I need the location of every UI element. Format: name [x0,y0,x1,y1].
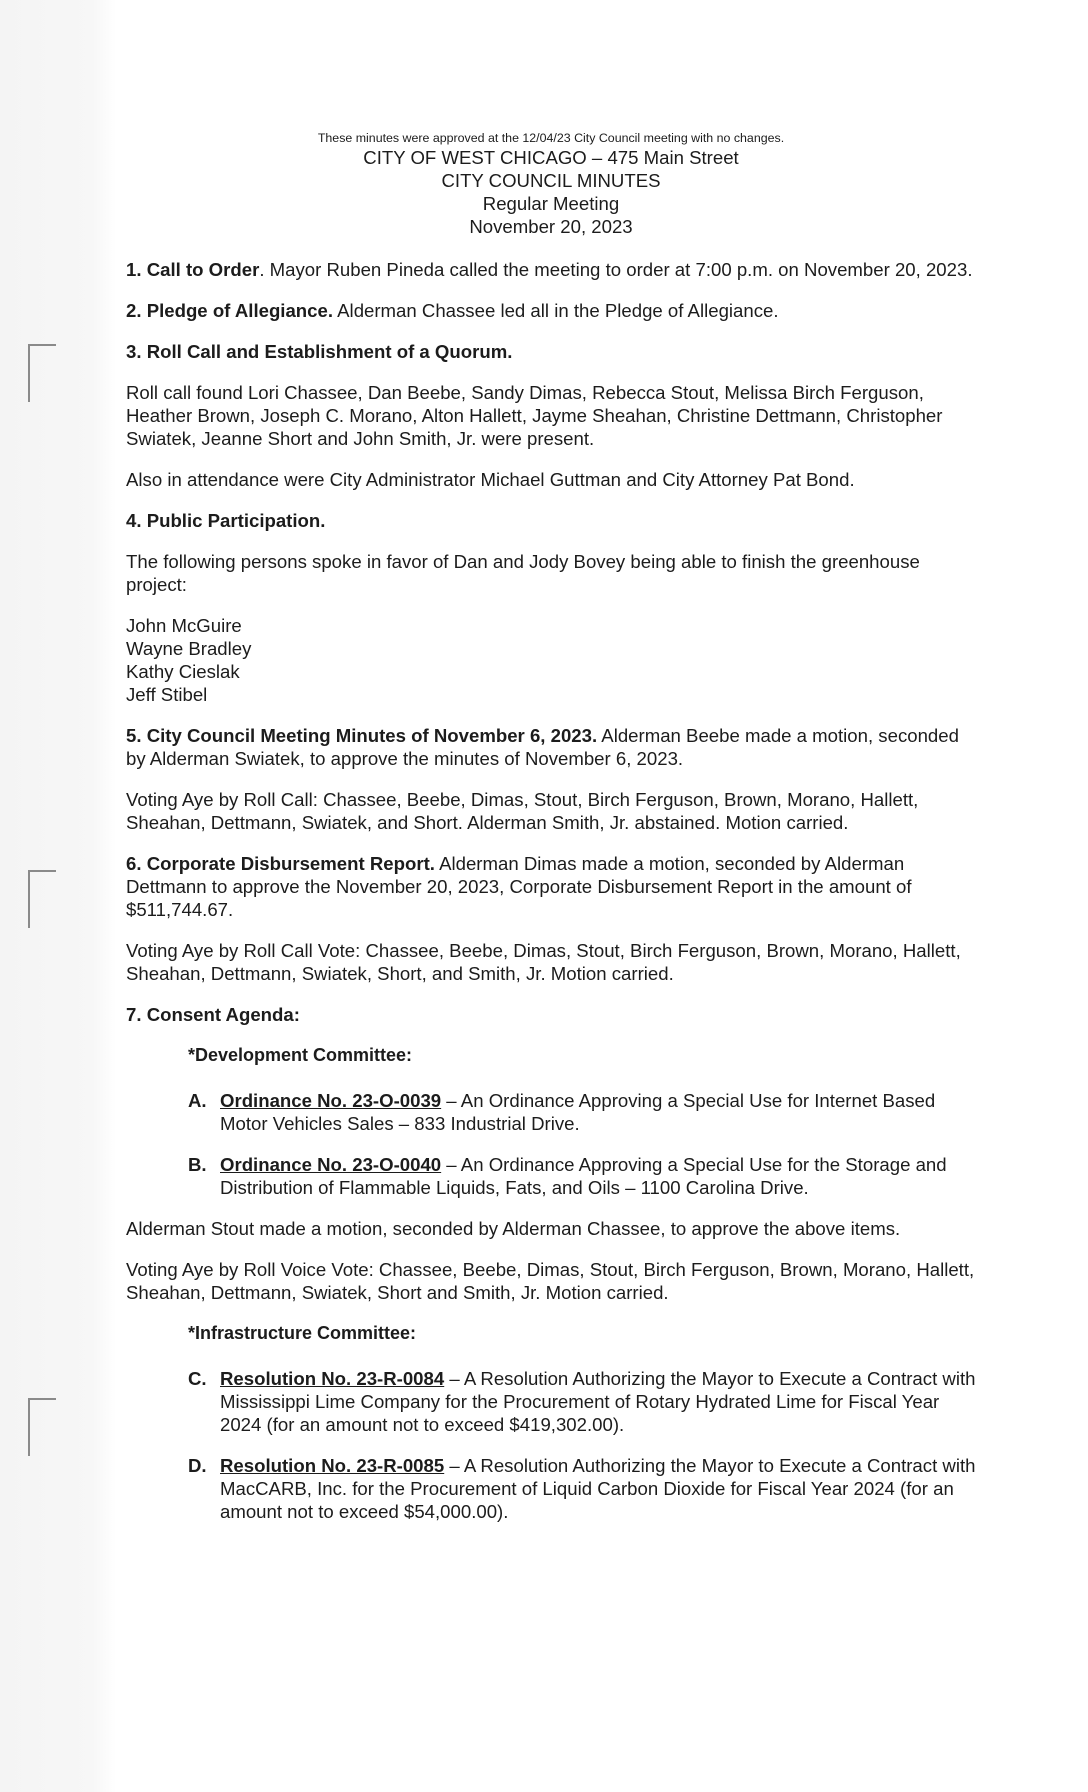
item-text: Alderman Chassee led all in the Pledge of Allegiance. [333,300,779,321]
city-address: CITY OF WEST CHICAGO – 475 Main Street [363,147,739,168]
scan-left-margin [0,0,116,1792]
roll-call-attendance: Also in attendance were City Administrator Michael Guttman and City Attorney Pat Bond. [126,469,855,490]
item-number: 1. [126,259,142,280]
consent-item-b [188,1153,976,1199]
item-number: 3. [126,341,142,362]
item-title: City Council Meeting Minutes of November 6, 2023. [146,725,598,746]
item-disbursement-report [126,852,976,921]
consent-item-a [188,1089,976,1135]
item-pledge [126,299,976,322]
item-text: – An Ordinance Approving a Special Use for the Storage and Distribution of Flammable Liquids, Fats, and Oils – 1100 Carolina Drive. [220,1154,947,1198]
item-title: Roll Call and Establishment of a Quorum. [146,341,513,362]
item-body [220,1153,976,1199]
item-public-participation [126,509,976,532]
item-text: . Mayor Ruben Pineda called the meeting to order at 7:00 p.m. on November 20, 2023. [259,259,973,280]
roll-call-present: Roll call found Lori Chassee, Dan Beebe, Sandy Dimas, Rebecca Stout, Melissa Birch Ferguson, Heather Brown, Joseph C. Morano, Alton Hallett, Jayme Sheahan, Christine Dettmann, Christopher Swiatek, Jeanne Short and John Smith, Jr. were present. [126,382,943,449]
consent-item-d [188,1454,976,1523]
meeting-date: November 20, 2023 [469,216,633,237]
item-title: Call to Order [146,259,260,280]
speaker-name: Kathy Cieslak [126,661,240,682]
item-number: 5. [126,725,142,746]
consent-item-c [188,1367,976,1436]
item-text: – A Resolution Authorizing the Mayor to Execute a Contract with Mississippi Lime Company for the Procurement of Rotary Hydrated Lime for Fiscal Year 2024 (for an amount not to exceed $419,302.00). [220,1368,976,1435]
item-title: Pledge of Allegiance. [146,300,334,321]
item-consent-agenda [126,1003,976,1026]
item-letter: D. [188,1455,207,1476]
speaker-name: Wayne Bradley [126,638,252,659]
item-call-to-order [126,258,976,281]
item-text: Alderman Dimas made a motion, seconded by Alderman Dettmann to approve the November 20, 2023, Corporate Disbursement Report in the amount of $511,744.67. [126,853,912,920]
binder-mark-bottom [28,1398,56,1456]
item-number: 2. [126,300,142,321]
meeting-type: Regular Meeting [482,193,620,214]
ordinance-link[interactable]: Ordinance No. 23-O-0040 [220,1154,442,1175]
item-letter: A. [188,1090,207,1111]
item-number: 4. [126,510,142,531]
development-motion: Alderman Stout made a motion, seconded by Alderman Chassee, to approve the above items. [126,1218,901,1239]
item-body [220,1367,976,1436]
item-text: – An Ordinance Approving a Special Use for Internet Based Motor Vehicles Sales – 833 Industrial Drive. [220,1090,936,1134]
resolution-link[interactable]: Resolution No. 23-R-0084 [220,1368,445,1389]
infrastructure-committee-heading: *Infrastructure Committee: [188,1323,417,1343]
approval-note: These minutes were approved at the 12/04/23 City Council meeting with no changes. [317,131,785,145]
speaker-list [126,614,976,706]
item-text: Alderman Beebe made a motion, seconded by Alderman Swiatek, to approve the minutes of November 6, 2023. [126,725,959,769]
minutes-vote: Voting Aye by Roll Call: Chassee, Beebe, Dimas, Stout, Birch Ferguson, Brown, Morano, Hallett, Sheahan, Dettmann, Swiatek, and Short. Alderman Smith, Jr. abstained. Motion carried. [126,789,919,833]
item-letter: B. [188,1154,207,1175]
item-body [220,1454,976,1523]
item-body [220,1089,976,1135]
speaker-name: John McGuire [126,615,242,636]
item-title: Consent Agenda: [146,1004,300,1025]
development-committee-heading: *Development Committee: [188,1045,413,1065]
resolution-link[interactable]: Resolution No. 23-R-0085 [220,1455,445,1476]
item-title: Public Participation. [146,510,326,531]
public-intro: The following persons spoke in favor of Dan and Jody Bovey being able to finish the greenhouse project: [126,551,920,595]
document-title: CITY COUNCIL MINUTES [441,170,661,191]
disbursement-vote: Voting Aye by Roll Call Vote: Chassee, Beebe, Dimas, Stout, Birch Ferguson, Brown, Morano, Hallett, Sheahan, Dettmann, Swiatek, Short, and Smith, Jr. Motion carried. [126,940,961,984]
item-number: 7. [126,1004,142,1025]
item-title: Corporate Disbursement Report. [146,853,435,874]
minutes-document [126,130,976,1541]
item-number: 6. [126,853,142,874]
document-header [126,130,976,238]
speaker-name: Jeff Stibel [126,684,208,705]
development-vote: Voting Aye by Roll Voice Vote: Chassee, Beebe, Dimas, Stout, Birch Ferguson, Brown, Morano, Hallett, Sheahan, Dettmann, Swiatek, Short and Smith, Jr. Motion carried. [126,1259,975,1303]
item-letter: C. [188,1368,207,1389]
item-text: – A Resolution Authorizing the Mayor to Execute a Contract with MacCARB, Inc. for the Procurement of Liquid Carbon Dioxide for Fiscal Year 2024 (for an amount not to exceed $54,000.00). [220,1455,976,1522]
binder-mark-middle [28,870,56,928]
binder-mark-top [28,344,56,402]
item-minutes-approval [126,724,976,770]
item-roll-call [126,340,976,363]
ordinance-link[interactable]: Ordinance No. 23-O-0039 [220,1090,442,1111]
